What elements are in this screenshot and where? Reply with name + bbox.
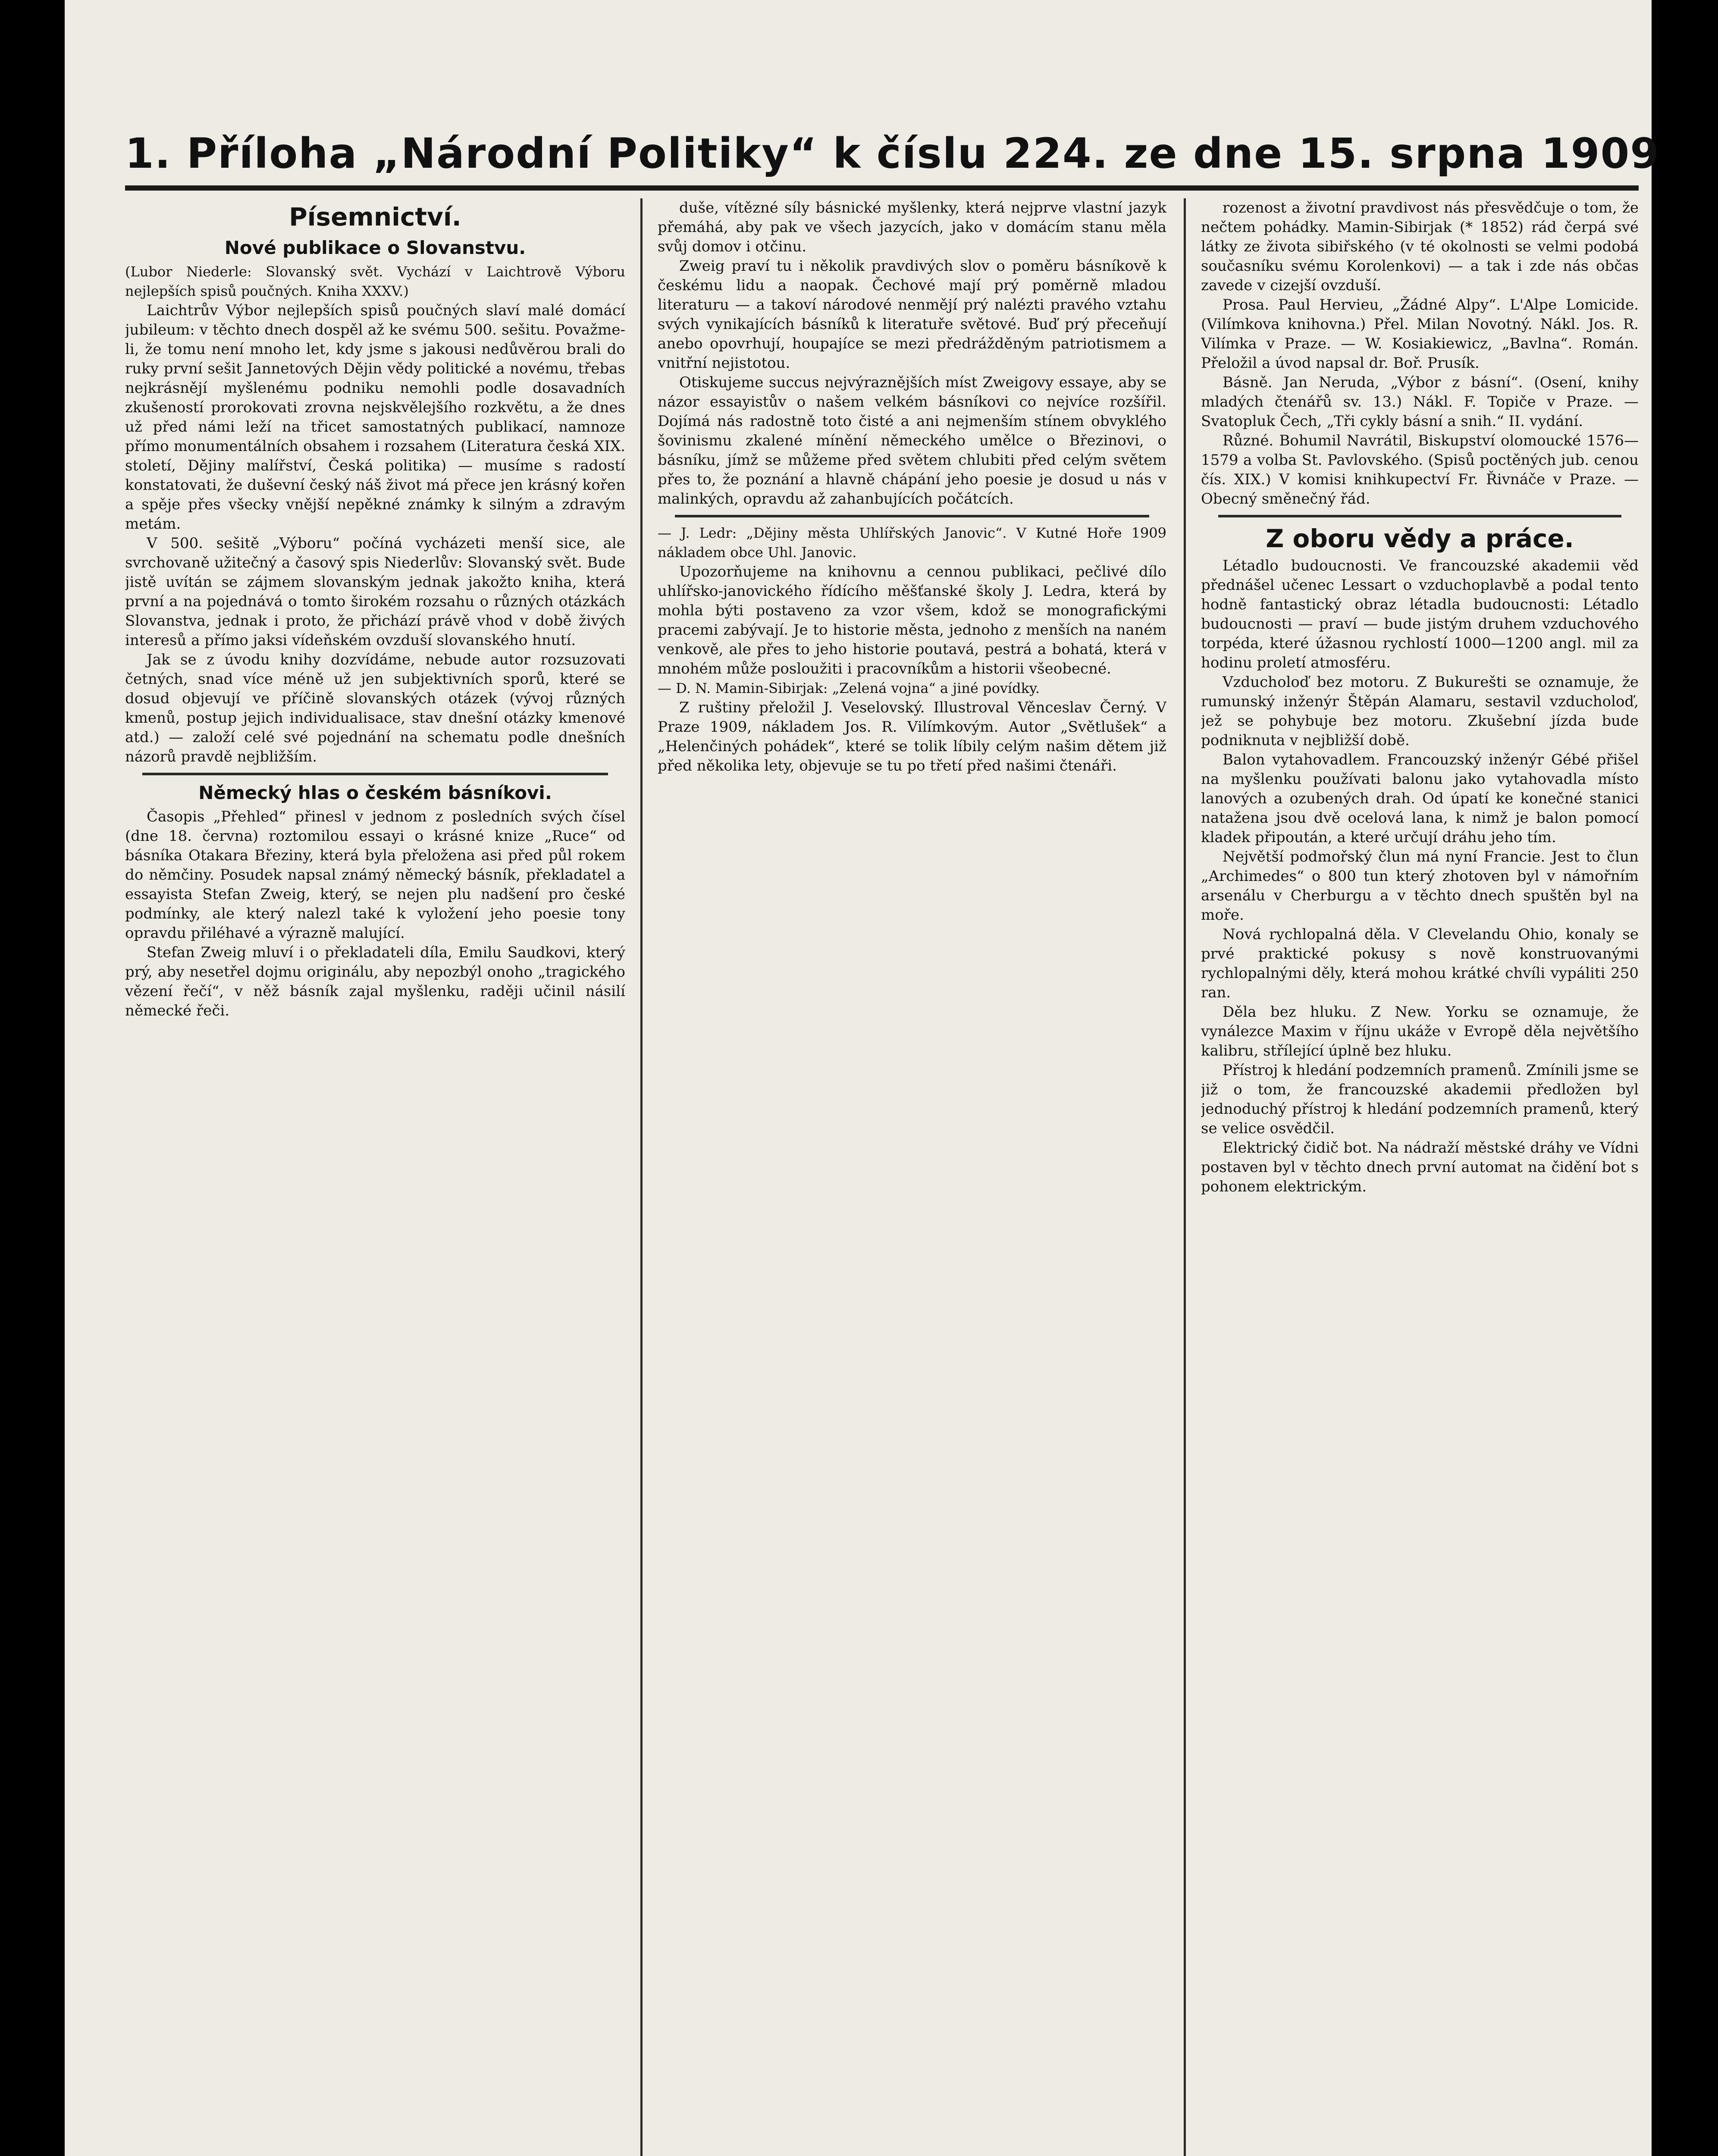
news-item: Děla bez hluku. Z New. Yorku se oznamuje, že vynálezce Maxim v říjnu ukáže v Evropě děla největšího kalibru, střílející úplně bez hluku. <box>1201 1003 1639 1059</box>
column-divider <box>640 198 643 2156</box>
article-paragraph: Upozorňujeme na knihovnu a cennou publikaci, pečlivé dílo uhlířsko-janovického řídícího měšťanské školy J. Ledra, která by mohla býti postaveno za vzor všem, kdož se monografickými pracemi zabývají. Je to historie města, jednoho z menších na naném venkově, ale přes to jeho historie poutavá, pestrá a bohatá, která v mnohém může posloužiti i pracovníkům a historii všeobecné. <box>658 563 1166 677</box>
section-divider <box>1218 515 1621 517</box>
page-header: 1. Příloha „Národní Politiky“ k číslu 224. ze dne 15. srpna 1909 <box>125 129 1660 178</box>
column-1 <box>125 198 625 2156</box>
article-paragraph: Laichtrův Výbor nejlepších spisů poučných slaví malé domácí jubileum: v těchto dnech dospěl až ke svému 500. sešitu. Považme-li, že tomu není mnoho let, kdy jsme s jakousi nedůvěrou brali do ruky první sešit Jannetových Dějin vědy politické a novému, třebas nejkrásnějí myšlenému podniku nemohli podle dosavadních zkušeností prorokovati zrovna nejskvělejšího rozkvětu, a že dnes už před námi leží na třicet samostatných publikací, namnoze přímo monumentálních obsahem i rozsahem (Literatura česká XIX. století, Dějiny malířství, Česká politika) — musíme s radostí konstatovati, že duševní český náš život má přece jen krásný kořen a spěje přes všecky vnější nepěkné známky k silným a zdravým metám. <box>125 302 625 533</box>
news-item: Nová rychlopalná děla. V Clevelandu Ohio, konaly se prvé praktické pokusy s nově konstruovanými rychlopalnými děly, která mohou krátké chvíli vypáliti 250 ran. <box>1201 926 1639 1001</box>
article-paragraph: Různé. Bohumil Navrátil, Biskupství olomoucké 1576—1579 a volba St. Pavlovského. (Spisů poctěných jub. cenou čís. XIX.) V komisi knihkupectví Fr. Řivnáče v Praze. — Obecný směnečný řád. <box>1201 432 1639 508</box>
article-paragraph: rozenost a životní pravdivost nás přesvědčuje o tom, že nečtem pohádky. Mamin-Sibirjak (* 1852) rád čerpá své látky ze života sibiřského (v té okolnosti se velmi podobá současníku svému Korolenkovi) — a tak i zde nás občas zavede v cizejší ovzduší. <box>1201 199 1639 294</box>
article-title-german-voice: Německý hlas o českém básníkovi. <box>198 782 552 803</box>
article-paragraph: Prosa. Paul Hervieu, „Žádné Alpy“. L'Alpe Lomicide. (Vilímkova knihovna.) Přel. Milan Novotný. Nákl. Jos. R. Vilímka v Praze. — W. Kosiakiewicz, „Bavlna“. Román. Přeložil a úvod napsal dr. Boř. Prusík. <box>1201 296 1639 372</box>
article-paragraph: V 500. sešitě „Výboru“ počíná vycházeti menší sice, ale svrchovaně užitečný a časový spis Niederlův: Slovanský svět. Bude jistě uvítán se zájmem slovanským jednak jakožto kniha, která první a na pojednává o tomto širokém rozsahu o různých otázkách Slovanstva, jednak i proto, že přichází právě vhod v době živých interesů a přímo jaksi vídeňském ovzduší slovanského hnutí. <box>125 535 625 649</box>
section-title-science: Z oboru vědy a práce. <box>1266 524 1574 553</box>
column-divider <box>1184 198 1186 2156</box>
article-title-slavdom: Nové publikace o Slovanstvu. <box>224 237 526 258</box>
article-divider <box>675 515 1149 517</box>
article-paragraph: Zweig praví tu i několik pravdivých slov o poměru básníkově k českému lidu a naopak. Čechové mají prý poměrně mladou literaturu — a takoví národové nenmějí prý nalézti pravého vztahu svých vynikajících básníků k literatuře světové. Buď prý přeceňují anebo opovrhují, houpajíce se mezi předrážděným patriotismem a vnitřní nejistotou. <box>658 257 1166 372</box>
article-paragraph: Stefan Zweig mluví i o překladateli díla, Emilu Saudkovi, který prý, aby nesetřel dojmu originálu, aby nepozbýl onoho „tragického vězení řečí“, v něž básník zajal myšlenku, raději učinil násilí německé řeči. <box>125 944 625 1019</box>
review-meta: — D. N. Mamin-Sibirjak: „Zelená vojna“ a jiné povídky. <box>658 680 1040 696</box>
article-paragraph: Časopis „Přehled“ přinesl v jednom z posledních svých čísel (dne 18. června) roztomilou essayi o krásné knize „Ruce“ od básníka Otakara Březiny, která byla přeložena asi před půl rokem do němčiny. Posudek napsal známý německý básník, překladatel a essayista Stefan Zweig, který, se nejen plu nadšení pro české podmínky, ale který nalezl také k vyložení jeho poesie tony opravdu přiléhavé a výrazně malující. <box>125 808 625 942</box>
column-3 <box>1201 198 1639 2156</box>
news-item: Létadlo budoucnosti. Ve francouzské akademii věd přednášel učenec Lessart o vzduchoplavbě a podal tento hodně fantastický obraz létadla budoucnosti: Létadlo budoucnosti — praví — bude jistým druhem vzduchového torpéda, které úžasnou rychlostí 1000—1200 angl. mil za hodinu proletí atmosféru. <box>1201 557 1639 671</box>
article-paragraph: Otiskujeme succus nejvýraznějších míst Zweigovy essaye, aby se názor essayistův o našem velkém básníkovi co nejvíce rozšířil. Dojímá nás radostně toto čisté a ani nejmenším stínem obvyklého šovinismu zkalené mínění německého umělce o Březinovi, o básníku, jímž se můžeme před světem chlubiti před celým světem přes to, že poznání a hlavně chápání jeho poesie je dosud u nás v malinkých, opravdu až zahanbujících počátcích. <box>658 374 1166 508</box>
article-divider <box>142 773 608 775</box>
header-rule <box>125 185 1639 191</box>
news-item: Balon vytahovadlem. Francouzský inženýr Gébé přišel na myšlenku používati balonu jako vytahovadla místo lanových a ozubených drah. Od úpatí ke konečné stanici natažena jsou dvě ocelová lana, k nimž je balon pomocí kladek připoután, a které určují dráhu jeho tím. <box>1201 751 1639 846</box>
column-2 <box>658 198 1166 2156</box>
article-paragraph: Básně. Jan Neruda, „Výbor z básní“. (Osení, knihy mladých čtenářů sv. 13.) Nákl. F. Topiče v Praze. — Svatopluk Čech, „Tři cykly básní a snih.“ II. vydání. <box>1201 374 1639 430</box>
news-item: Elektrický čidič bot. Na nádraží městské dráhy ve Vídni postaven byl v těchto dnech první automat na čidění bot s pohonem elektrickým. <box>1201 1139 1639 1195</box>
review-meta: — J. Ledr: „Dějiny města Uhlířských Janovic“. V Kutné Hoře 1909 nákladem obce Uhl. Janovic. <box>658 525 1166 561</box>
article-paragraph: Jak se z úvodu knihy dozvídáme, nebude autor rozsuzovati četných, snad více méně už jen subjektivních sporů, které se dosud objevují ve příčině slovanských otázek (vývoj různých kmenů, postup jejich individualisace, stav dnešní otázky kmenové atd.) — založí celé své pojednání na schematu podle dnešních názorů pravdě nejbližším. <box>125 651 625 765</box>
news-item: Největší podmořský člun má nyní Francie. Jest to člun „Archimedes“ o 800 tun který zhotoven byl v námořním arsenálu v Cherburgu a v těchto dnech spuštěn byl na moře. <box>1201 848 1639 924</box>
news-item: Vzducholoď bez motoru. Z Bukurešti se oznamuje, že rumunský inženýr Štěpán Alamaru, sestavil vzducholoď, jež se pohybuje bez motoru. Zkušební jízda bude podniknuta v nejbližší době. <box>1201 674 1639 749</box>
news-item: Přístroj k hledání podzemních pramenů. Zmínili jsme se již o tom, že francouzské akademii předložen byl jednoduchý přístroj k hledání podzemních pramenů, který se velice osvědčil. <box>1201 1062 1639 1137</box>
article-paragraph: duše, vítězné síly básnické myšlenky, která nejprve vlastní jazyk přemáhá, aby pak ve všech jazycích, jako v domácím stanu měla svůj domov i otčinu. <box>658 199 1166 255</box>
article-meta: (Lubor Niederle: Slovanský svět. Vychází v Laichtrově Výboru nejlepších spisů poučných. Kniha XXXV.) <box>125 263 625 299</box>
section-title-literature: Písemnictví. <box>289 202 461 232</box>
article-paragraph: Z ruštiny přeložil J. Veselovský. Illustroval Věnceslav Černý. V Praze 1909, nákladem Jos. R. Vilímkovým. Autor „Světlušek“ a „Helenčiných pohádek“, které se tolik líbily celým našim dětem již před několika lety, objevuje se tu po třetí před našimi čtenáři. <box>658 699 1166 774</box>
newspaper-page <box>65 0 1660 2156</box>
